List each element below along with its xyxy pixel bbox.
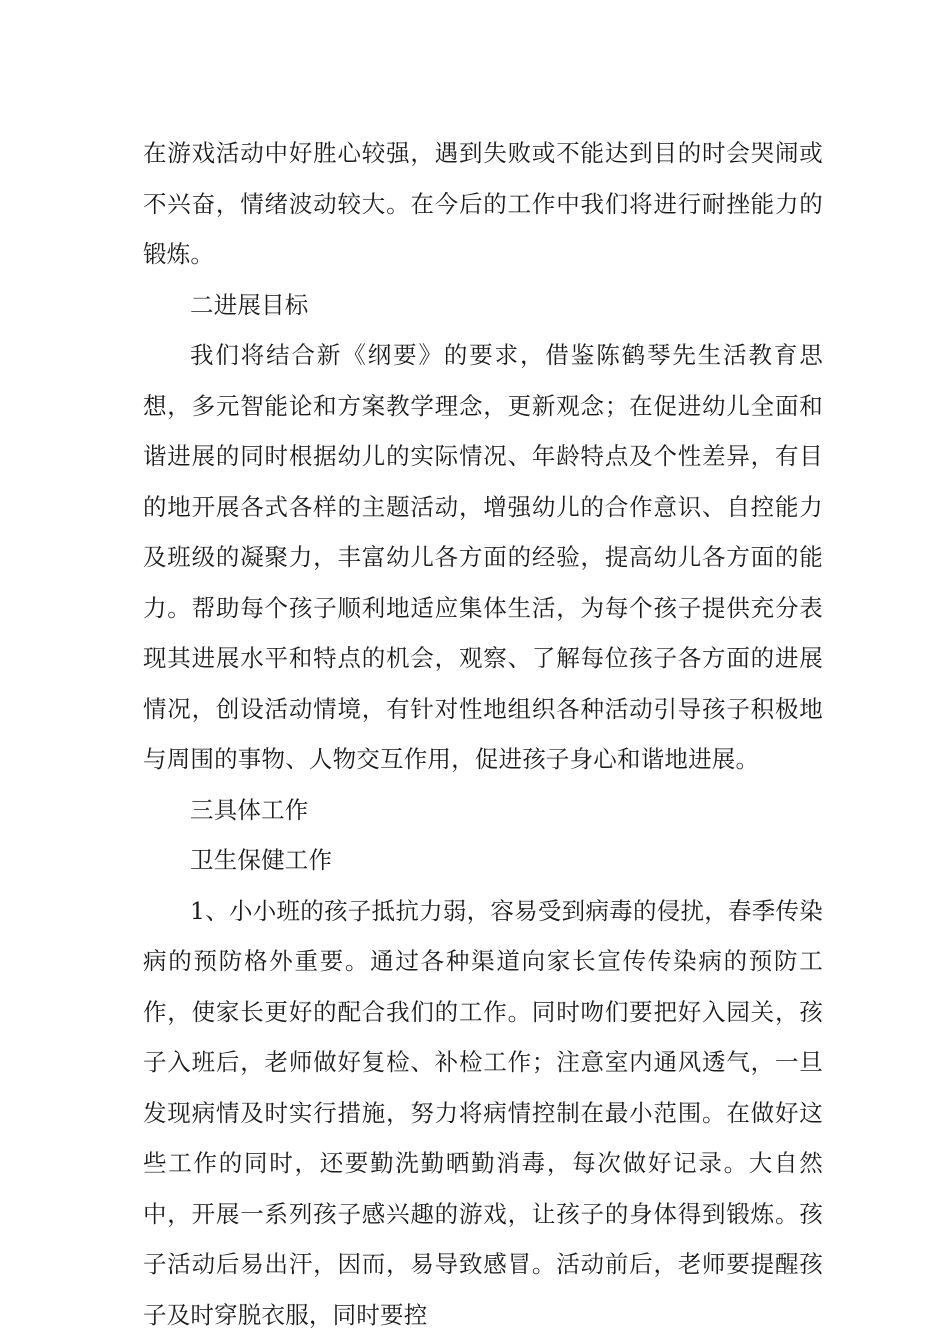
paragraph-goals: 我们将结合新《纲要》的要求，借鉴陈鹤琴先生活教育思想，多元智能论和方案教学理念，更新观念；在促进幼儿全面和谐进展的同时根据幼儿的实际情况、年龄特点及个性差异，有目的地开展各式各样的主题活动，增强幼儿的合作意识、自控能力及班级的凝聚力，丰富幼儿各方面的经验，提高幼儿各方面的能力。帮助每个孩子顺利地适应集体生活，为每个孩子提供充分表现其进展水平和特点的机会，观察、了解每位孩子各方面的进展情况，创设活动情境，有针对性地组织各种活动引导孩子积极地与周围的事物、人物交互作用，促进孩子身心和谐地进展。 [143, 341, 823, 773]
paragraph-intro: 在游戏活动中好胜心较强，遇到失败或不能达到目的时会哭闹或不兴奋，情绪波动较大。在今后的工作中我们将进行耐挫能力的锻炼。 [143, 139, 823, 268]
document-body [143, 128, 823, 1340]
heading-progress-goals: 二进展目标 [190, 290, 309, 319]
heading-specific-work: 三具体工作 [190, 795, 309, 824]
paragraph-health-care-1: 1、小小班的孩子抵抗力弱，容易受到病毒的侵扰，春季传染病的预防格外重要。通过各种渠道向家长宣传传染病的预防工作，使家长更好的配合我们的工作。同时吻们要把好入园关，孩子入班后，老师做好复检、补检工作；注意室内通风透气，一旦发现病情及时实行措施，努力将病情控制在最小范围。在做好这些工作的同时，还要勤洗勤晒勤消毒，每次做好记录。大自然中，开展一系列孩子感兴趣的游戏，让孩子的身体得到锻炼。孩子活动后易出汗，因而，易导致感冒。活动前后，老师要提醒孩子及时穿脱衣服，同时要控 [143, 896, 823, 1329]
heading-health-care: 卫生保健工作 [190, 846, 333, 874]
